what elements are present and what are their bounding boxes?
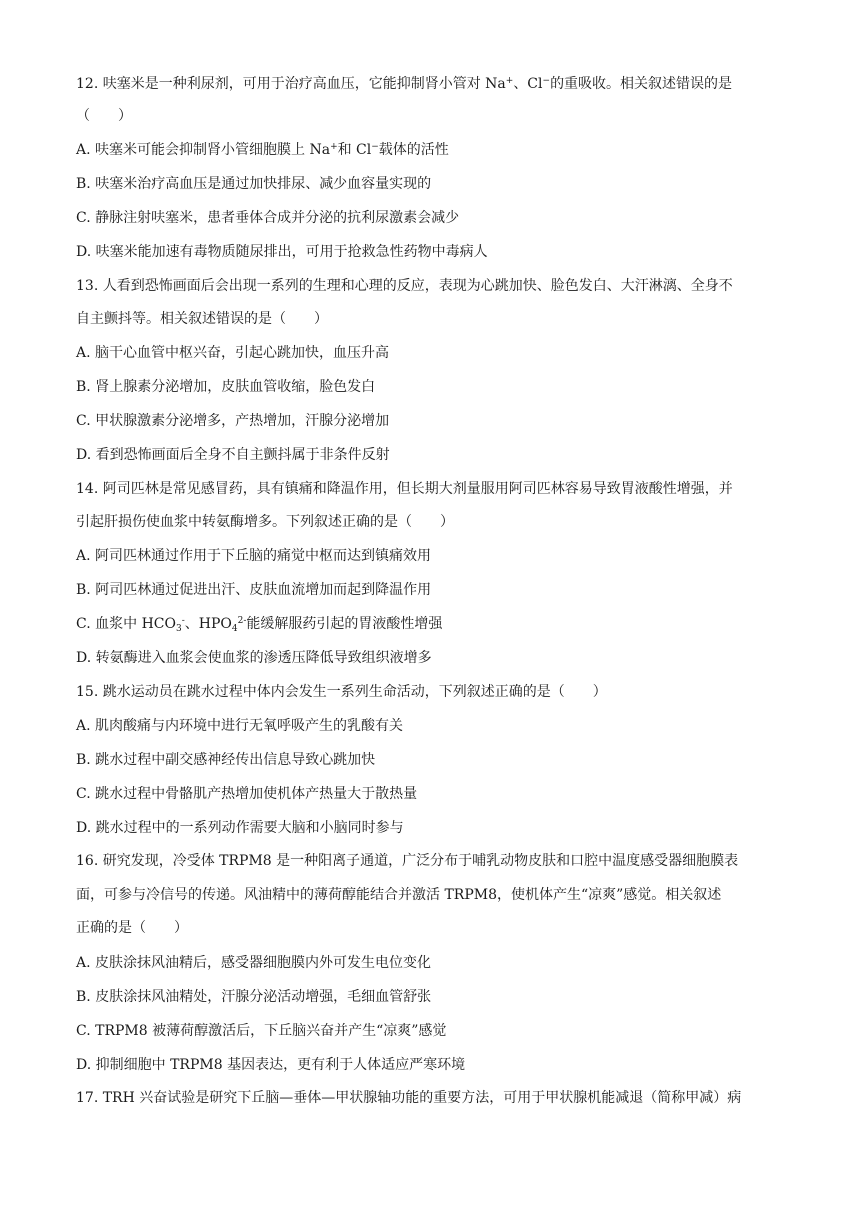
q16-stem-line3: 正确的是（ ）: [76, 920, 188, 936]
q12-stem-text-b: 、Cl: [513, 76, 543, 92]
q12-option-b: B. 呋塞米治疗高血压是通过加快排尿、减少血容量实现的: [76, 176, 432, 192]
hco3-subscript: 3: [175, 624, 182, 634]
hco3-charge: -: [181, 616, 185, 626]
q12-stem-text-a: 12. 呋塞米是一种利尿剂，可用于治疗高血压，它能抑制肾小管对 Na: [76, 76, 506, 92]
q13-stem-line2: 自主颤抖等。相关叙述错误的是（ ）: [76, 311, 328, 327]
q12-option-a-text-b: 和 Cl: [337, 142, 372, 158]
q13-option-c: C. 甲状腺激素分泌增多，产热增加，汗腺分泌增加: [76, 413, 390, 429]
q14-option-c: [76, 614, 442, 634]
q13-option-a: A. 脑干心血管中枢兴奋，引起心跳加快，血压升高: [76, 345, 390, 361]
q13-stem-line1: 13. 人看到恐怖画面后会出现一系列的生理和心理的反应，表现为心跳加快、脸色发白、大汗淋漓、全身不: [76, 278, 733, 294]
q14-option-c-text-b: 、HPO: [184, 616, 232, 632]
q12-option-a-text-c: 载体的活性: [378, 142, 449, 158]
hpo4-charge: 2-: [237, 616, 247, 626]
q15-option-c: C. 跳水过程中骨骼肌产热增加使机体产热量大于散热量: [76, 786, 418, 802]
q17-stem-line1: 17. TRH 兴奋试验是研究下丘脑—垂体—甲状腺轴功能的重要方法，可用于甲状腺机能减退（简称甲减）病: [76, 1090, 742, 1106]
q16-option-b: B. 皮肤涂抹风油精处，汗腺分泌活动增强，毛细血管舒张: [76, 989, 432, 1005]
na-ion-charge: +: [330, 142, 338, 152]
q14-option-c-text-c: 能缓解服药引起的胃液酸性增强: [246, 616, 443, 632]
q14-stem-line2: 引起肝损伤使血浆中转氨酶增多。下列叙述正确的是（ ）: [76, 514, 454, 530]
hpo4-subscript: 4: [231, 624, 238, 634]
na-ion-charge: +: [505, 76, 514, 86]
q16-option-a: A. 皮肤涂抹风油精后，感受器细胞膜内外可发生电位变化: [76, 955, 432, 971]
q16-option-c: C. TRPM8 被薄荷醇激活后，下丘脑兴奋并产生“凉爽”感觉: [76, 1023, 447, 1039]
q14-option-c-text-a: C. 血浆中 HCO: [76, 616, 176, 632]
q14-option-b: B. 阿司匹林通过促进出汗、皮肤血流增加而起到降温作用: [76, 582, 432, 598]
q12-stem-line1: [76, 74, 732, 94]
cl-ion-charge: −: [542, 76, 551, 86]
q14-stem-line1: 14. 阿司匹林是常见感冒药，具有镇痛和降温作用，但长期大剂量服用阿司匹林容易导致胃液酸性增强，并: [76, 481, 733, 497]
q15-stem-line1: 15. 跳水运动员在跳水过程中体内会发生一系列生命活动，下列叙述正确的是（ ）: [76, 684, 607, 700]
q12-stem-line2: （ ）: [76, 108, 132, 124]
q15-option-a: A. 肌肉酸痛与内环境中进行无氧呼吸产生的乳酸有关: [76, 718, 404, 734]
q14-option-a: A. 阿司匹林通过作用于下丘脑的痛觉中枢而达到镇痛效用: [76, 548, 432, 564]
q12-option-c: C. 静脉注射呋塞米，患者垂体合成并分泌的抗利尿激素会减少: [76, 210, 460, 226]
cl-ion-charge: −: [371, 142, 379, 152]
q16-option-d: D. 抑制细胞中 TRPM8 基因表达，更有利于人体适应严寒环境: [76, 1057, 466, 1073]
q13-option-b: B. 肾上腺素分泌增加，皮肤血管收缩，脸色发白: [76, 379, 376, 395]
q16-stem-line2: 面，可参与冷信号的传递。风油精中的薄荷醇能结合并激活 TRPM8，使机体产生“凉爽”感觉。相关叙述: [76, 887, 722, 903]
q12-option-a: [76, 140, 449, 160]
q12-stem-text-c: 的重吸收。相关叙述错误的是: [550, 76, 733, 92]
q14-option-d: D. 转氨酶进入血浆会使血浆的渗透压降低导致组织液增多: [76, 650, 432, 666]
q13-option-d: D. 看到恐怖画面后全身不自主颤抖属于非条件反射: [76, 447, 390, 463]
q16-stem-line1: 16. 研究发现，冷受体 TRPM8 是一种阳离子通道，广泛分布于哺乳动物皮肤和口腔中温度感受器细胞膜表: [76, 853, 739, 869]
q12-option-d: D. 呋塞米能加速有毒物质随尿排出，可用于抢救急性药物中毒病人: [76, 244, 488, 260]
q15-option-d: D. 跳水过程中的一系列动作需要大脑和小脑同时参与: [76, 820, 404, 836]
q15-option-b: B. 跳水过程中副交感神经传出信息导致心跳加快: [76, 752, 376, 768]
q12-option-a-text-a: A. 呋塞米可能会抑制肾小管细胞膜上 Na: [76, 142, 331, 158]
